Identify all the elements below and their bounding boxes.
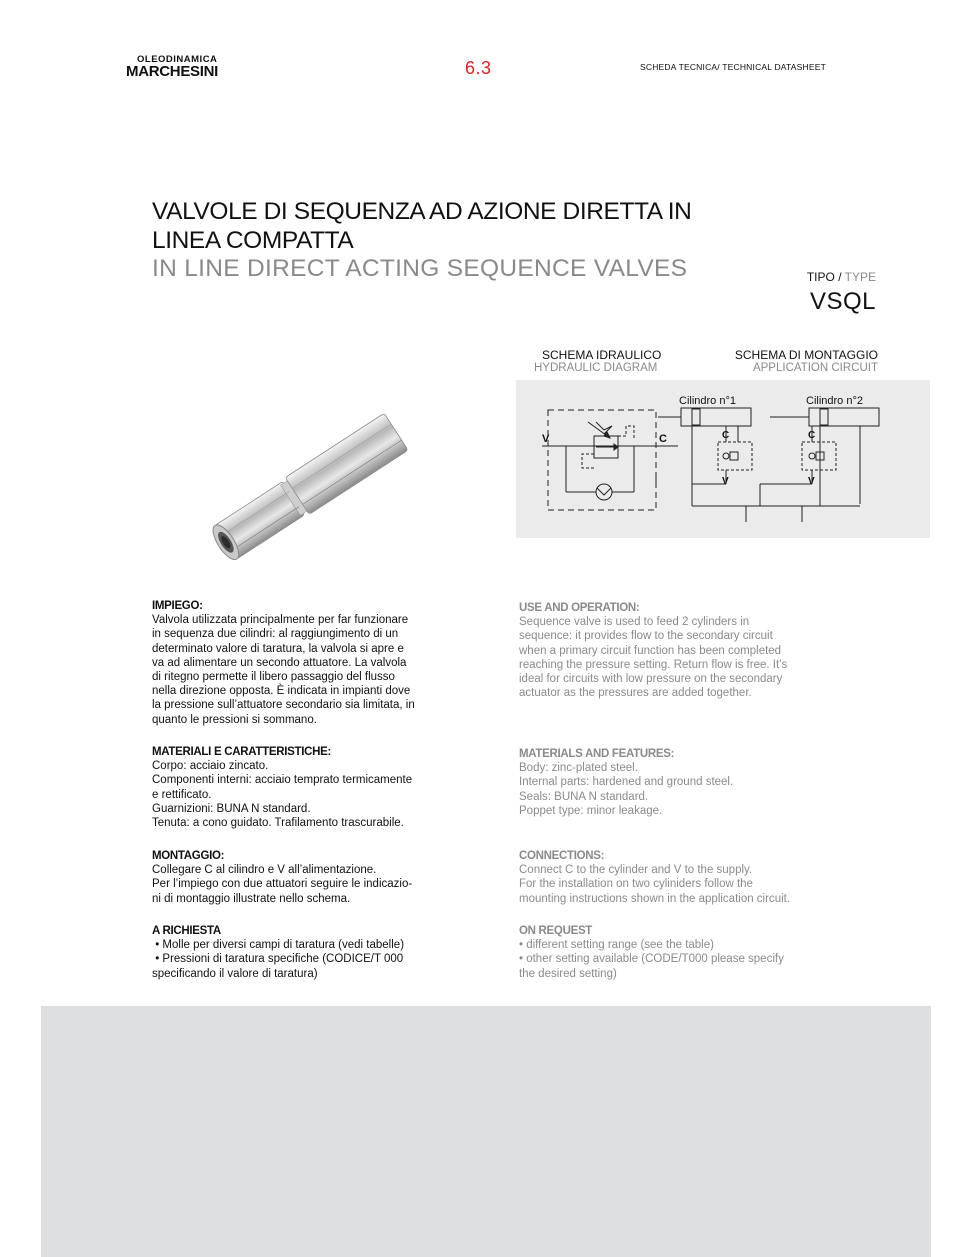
text-line: Seals: BUNA N standard.: [519, 790, 649, 803]
brand-logo: MARCHESINI: [126, 63, 219, 80]
cyl2-port-v-label: V: [808, 476, 815, 487]
text-line: when a primary circuit function has been completed: [519, 644, 782, 657]
mounting-heading-it: MONTAGGIO:: [152, 850, 225, 862]
italian-mounting: [152, 849, 452, 906]
materials-heading-en: MATERIALS AND FEATURES:: [519, 748, 675, 760]
cyl1-port-c-label: C: [722, 430, 730, 441]
text-line: Body: zinc-plated steel.: [519, 762, 638, 775]
text-line: sequence: it provides flow to the secondary circuit: [519, 630, 773, 643]
english-text-column: [519, 601, 829, 700]
request-heading-en: ON REQUEST: [519, 925, 593, 937]
product-photo: [180, 400, 440, 580]
text-line: Connect C to the cylinder and V to the supply.: [519, 864, 753, 877]
text-line: di ritegno permette il libero passaggio del flusso: [152, 671, 395, 684]
text-line: e rettificato.: [152, 788, 212, 801]
text-line: reaching the pressure setting. Return flow is free. It’s: [519, 658, 788, 671]
type-label-it: TIPO: [806, 270, 835, 284]
text-line: For the installation on two cyliniders follow the: [519, 878, 753, 891]
request-heading-it: A RICHIESTA: [152, 925, 221, 937]
text-line: • Molle per diversi campi di taratura (vedi tabelle): [152, 939, 405, 952]
text-line: Guarnizioni: BUNA N standard.: [152, 802, 311, 815]
text-line: quanto le pressioni si sommano.: [152, 713, 317, 726]
use-body-it: [152, 613, 452, 727]
italian-text-column: [152, 599, 452, 727]
title-english: IN LINE DIRECT ACTING SEQUENCE VALVES: [152, 255, 688, 282]
text-line: ni di montaggio illustrate nello schema.: [152, 892, 351, 905]
application-circuit-heading: SCHEMA DI MONTAGGIO: [734, 348, 878, 362]
english-materials: [519, 747, 829, 818]
text-line: la pressione sull’attuatore secondario sia limitata, in: [152, 699, 415, 712]
text-line: determinato valore di taratura, la valvola si apre e: [152, 642, 404, 655]
page-number: 6.3: [465, 58, 492, 78]
title-italian: [152, 197, 752, 255]
type-label-en: TYPE: [844, 270, 876, 284]
port-c-label: C: [659, 433, 667, 445]
text-line: • other setting available (CODE/T000 please specify: [519, 953, 784, 966]
cyl2-port-c-label: C: [808, 430, 816, 441]
italian-materials: [152, 745, 452, 830]
text-line: the desired setting): [519, 967, 617, 980]
text-line: Per l’impiego con due attuatori seguire le indicazio-: [152, 878, 413, 891]
text-line: • Pressioni di taratura specifiche (CODICE/T 000: [152, 953, 404, 966]
connections-heading-en: CONNECTIONS:: [519, 850, 605, 862]
english-connections: [519, 849, 829, 906]
text-line: Componenti interni: acciaio temprato termicamente: [152, 774, 413, 787]
text-line: ideal for circuits with low pressure on the secondary: [519, 673, 783, 686]
footer-panel: [41, 1006, 931, 1257]
model-code: VSQL: [809, 288, 876, 315]
port-v-label: V: [542, 433, 550, 445]
cylinder-2-label: Cilindro n°2: [806, 395, 863, 407]
text-line: Sequence valve is used to feed 2 cylinders in: [519, 616, 750, 629]
diagram-panel: [516, 380, 930, 538]
text-line: va ad alimentare un secondo attuatore. La valvola: [152, 656, 407, 669]
text-line: Internal parts: hardened and ground steel.: [519, 776, 734, 789]
text-line: specificando il valore di taratura): [152, 967, 318, 980]
text-line: Corpo: acciaio zincato.: [152, 760, 269, 773]
english-on-request: [519, 924, 829, 981]
text-line: nella direzione opposta. È indicata in impianti dove: [152, 685, 411, 698]
document-type: SCHEDA TECNICA/ TECHNICAL DATASHEET: [640, 62, 827, 72]
use-heading-en: USE AND OPERATION:: [519, 602, 640, 614]
text-line: in sequenza due cilindri: al raggiungimento di un: [152, 628, 399, 641]
materials-heading-it: MATERIALI E CARATTERISTICHE:: [152, 746, 331, 758]
text-line: Valvola utilizzata principalmente per far funzionare: [152, 614, 409, 627]
brand-subtitle: OLEODINAMICA: [137, 54, 218, 65]
cyl1-port-v-label: V: [722, 476, 729, 487]
text-line: Tenuta: a cono guidato. Trafilamento trascurabile.: [152, 817, 404, 830]
text-line: Collegare C al cilindro e V all’alimentazione.: [152, 864, 377, 877]
type-label: [807, 270, 876, 284]
title-italian-line-2: LINEA COMPATTA: [152, 227, 354, 254]
type-label-sep: /: [834, 270, 845, 284]
hydraulic-diagram-heading-en: HYDRAULIC DIAGRAM: [534, 362, 658, 374]
use-heading-it: IMPIEGO:: [152, 600, 203, 612]
text-line: Poppet type: minor leakage.: [519, 804, 663, 817]
italian-on-request: [152, 924, 452, 981]
hydraulic-diagram-heading: SCHEMA IDRAULICO: [542, 348, 662, 362]
text-line: actuator as the pressures are added together.: [519, 687, 752, 700]
application-circuit-heading-en: APPLICATION CIRCUIT: [752, 362, 878, 374]
text-line: mounting instructions shown in the application circuit.: [519, 892, 791, 905]
text-line: • different setting range (see the table): [519, 939, 714, 952]
hydraulic-schematic: [516, 380, 930, 538]
cylinder-1-label: Cilindro n°1: [679, 395, 736, 407]
title-italian-line-1: VALVOLE DI SEQUENZA AD AZIONE DIRETTA IN: [152, 198, 692, 225]
